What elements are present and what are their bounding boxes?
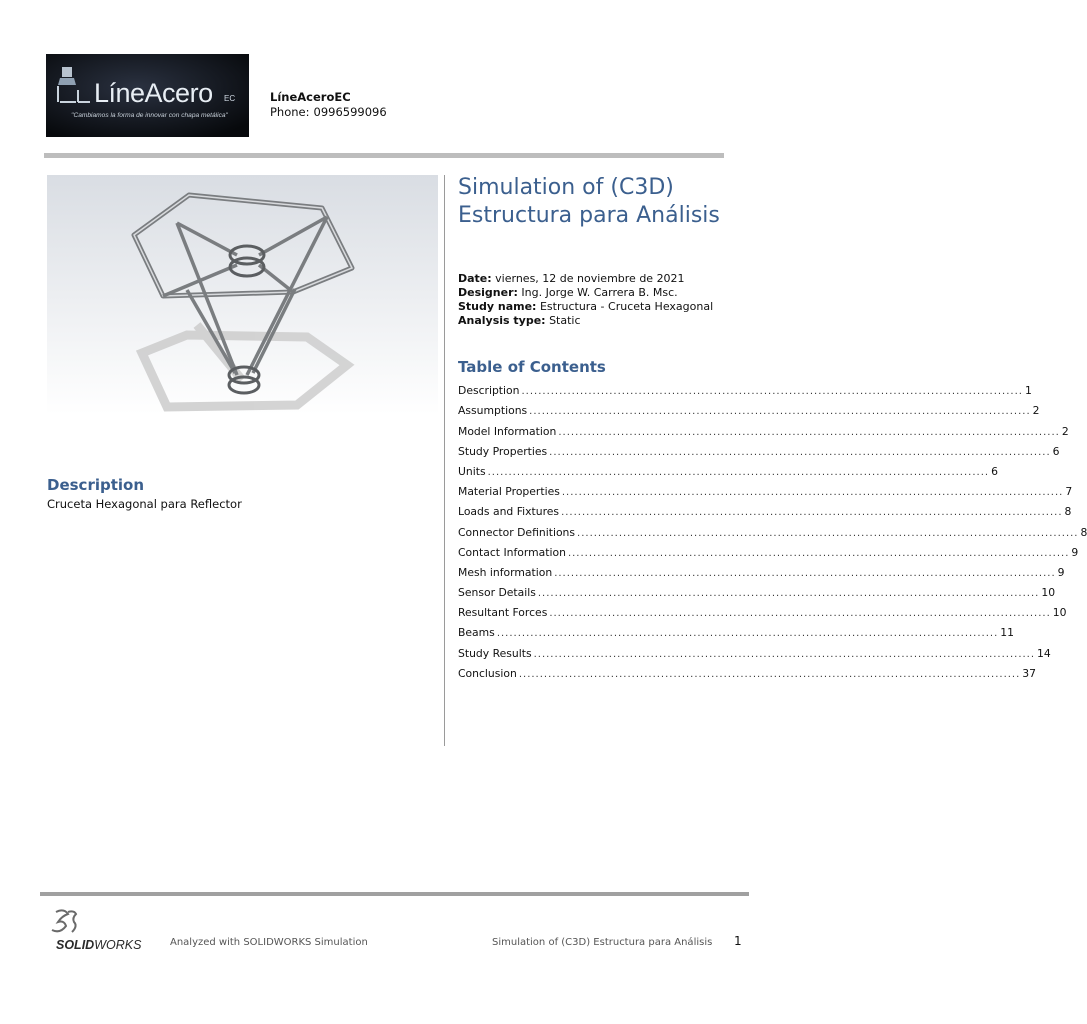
phone-label: Phone: [270, 105, 310, 119]
toc-dot-leader: ........................................................................................................................ [487, 466, 990, 478]
toc-entry-label: Beams [458, 626, 495, 640]
toc-dot-leader: ........................................................................................................................ [537, 588, 1040, 600]
toc-entry-page: 2 [1032, 404, 1040, 418]
toc-heading: Table of Contents [458, 358, 606, 376]
column-divider [444, 175, 445, 746]
table-of-contents [458, 377, 1087, 680]
toc-entry-label: Conclusion [458, 666, 517, 680]
meta-label: Study name: [458, 300, 537, 313]
toc-dot-leader: ........................................................................................................................ [561, 507, 1063, 519]
description-heading: Description [47, 476, 145, 494]
meta-date [458, 272, 748, 286]
meta-designer [458, 286, 748, 300]
toc-entry-page: 8 [1064, 505, 1072, 519]
toc-entry-page: 2 [1061, 424, 1069, 438]
toc-entry-page: 8 [1080, 525, 1087, 539]
toc-entry-page: 9 [1071, 545, 1079, 559]
toc-dot-leader: ........................................................................................................................ [518, 668, 1021, 680]
phone-value: 0996599096 [313, 105, 387, 119]
toc-entry-label: Contact Information [458, 545, 566, 559]
meta-label: Analysis type: [458, 314, 546, 327]
toc-dot-leader: ........................................................................................................................ [577, 527, 1079, 539]
toc-entry[interactable] [458, 397, 1040, 418]
toc-entry-label: Resultant Forces [458, 606, 548, 620]
toc-dot-leader: ........................................................................................................................ [554, 567, 1056, 579]
report-title: Simulation of (C3D) Estructura para Análisis [458, 175, 720, 228]
toc-entry-page: 11 [1000, 626, 1015, 640]
toc-entry-label: Mesh information [458, 565, 553, 579]
toc-entry[interactable] [458, 660, 1037, 680]
logo-brand-text: LíneAcero [94, 78, 213, 108]
meta-label: Designer: [458, 286, 518, 299]
toc-entry[interactable] [458, 559, 1065, 579]
toc-entry-page: 14 [1037, 646, 1051, 660]
toc-entry-label: Units [458, 464, 486, 478]
toc-entry[interactable] [458, 599, 1067, 620]
logo-slogan: "Cambiamos la forma de innovar con chapa metálica" [71, 112, 228, 119]
toc-entry-label: Connector Definitions [458, 525, 576, 539]
toc-entry-label: Study Properties [458, 444, 548, 458]
toc-entry-page: 37 [1022, 666, 1037, 680]
toc-entry[interactable] [458, 619, 1015, 640]
toc-entry[interactable] [458, 498, 1072, 519]
meta-value: Estructura - Cruceta Hexagonal [539, 300, 714, 313]
toc-dot-leader: ........................................................................................................................ [549, 608, 1051, 620]
toc-dot-leader: ........................................................................................................................ [558, 426, 1060, 438]
toc-entry[interactable] [458, 478, 1073, 499]
toc-entry[interactable] [458, 539, 1079, 559]
toc-entry-page: 6 [991, 464, 998, 478]
toc-entry-label: Assumptions [458, 404, 528, 418]
toc-entry[interactable] [458, 639, 1051, 660]
toc-entry-label: Material Properties [458, 485, 560, 499]
toc-entry[interactable] [458, 417, 1069, 438]
toc-entry-label: Loads and Fixtures [458, 505, 560, 519]
meta-value: Ing. Jorge W. Carrera B. Msc. [521, 286, 678, 299]
ds-logo-icon [48, 908, 88, 938]
toc-entry-label: Study Results [458, 646, 532, 660]
meta-label: Date: [458, 272, 492, 285]
toc-entry-page: 6 [1052, 444, 1060, 458]
toc-dot-leader: ........................................................................................................................ [529, 406, 1031, 418]
toc-entry[interactable] [458, 377, 1032, 398]
solidworks-wordmark: SOLIDWORKS [56, 938, 142, 952]
company-name: LíneAceroEC [270, 90, 351, 104]
toc-entry-label: Description [458, 384, 520, 398]
meta-study-name [458, 300, 748, 314]
toc-entry[interactable] [458, 518, 1087, 539]
toc-dot-leader: ........................................................................................................................ [561, 487, 1064, 499]
toc-entry-label: Model Information [458, 424, 557, 438]
header-divider [44, 153, 724, 158]
logo-suffix: EC [224, 94, 236, 103]
toc-entry[interactable] [458, 438, 1060, 458]
toc-entry-label: Sensor Details [458, 586, 536, 600]
footer-report-title: Simulation of (C3D) Estructura para Análisis [492, 937, 713, 948]
toc-dot-leader: ........................................................................................................................ [549, 446, 1051, 458]
toc-dot-leader: ........................................................................................................................ [521, 386, 1023, 398]
toc-entry[interactable] [458, 458, 998, 478]
company-phone [270, 105, 387, 119]
toc-entry[interactable] [458, 579, 1056, 600]
meta-value: Static [549, 314, 581, 327]
toc-entry-page: 7 [1065, 485, 1073, 499]
solidworks-logo [48, 908, 158, 952]
description-text: Cruceta Hexagonal para Reflector [47, 497, 242, 511]
toc-entry-page: 9 [1057, 565, 1065, 579]
toc-entry-page: 10 [1041, 586, 1056, 600]
page-number: 1 [734, 934, 742, 948]
meta-value: viernes, 12 de noviembre de 2021 [495, 272, 685, 285]
toc-entry-page: 10 [1052, 606, 1067, 620]
toc-dot-leader: ........................................................................................................................ [533, 648, 1036, 660]
toc-dot-leader: ........................................................................................................................ [567, 547, 1070, 559]
meta-analysis-type [458, 314, 748, 328]
company-logo [46, 54, 249, 137]
toc-entry-page: 1 [1024, 384, 1032, 398]
footer-divider [40, 892, 749, 896]
toc-dot-leader: ........................................................................................................................ [496, 628, 999, 640]
model-render-image [47, 175, 438, 415]
footer-analyzed-text: Analyzed with SOLIDWORKS Simulation [170, 937, 368, 948]
